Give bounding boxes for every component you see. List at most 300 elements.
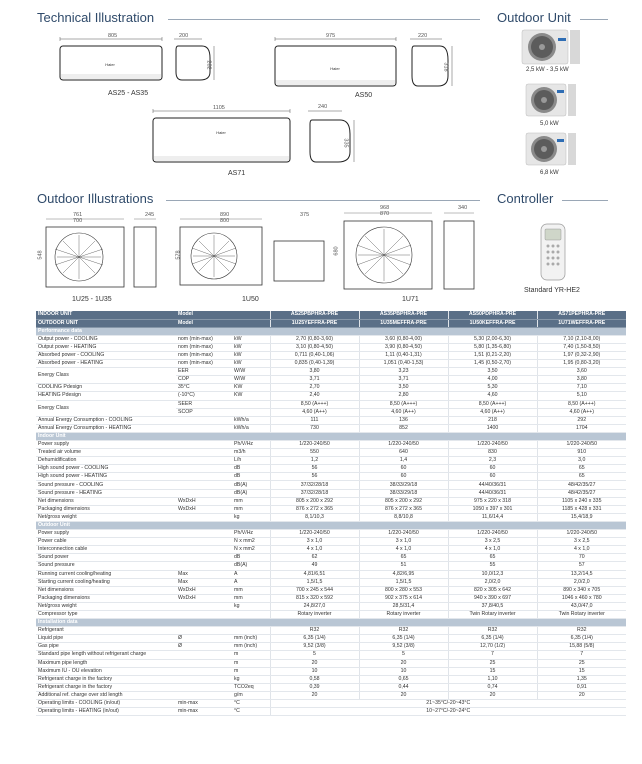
value-cell: 4,60 [448,392,537,400]
table-row [36,659,626,667]
unit-cell: g/m [232,691,270,699]
value-cell: 55 [448,562,537,570]
value-cell: 8,50 (A+++) [448,400,537,408]
value-cell: 805 x 200 x 292 [270,497,359,505]
parameter-label: Sound pressure - COOLING [36,481,176,489]
table-row [36,627,626,635]
unit-cell: Ph/V/Hz [232,530,270,538]
condition-cell: min-max [176,708,232,716]
unit-cell: mm [232,586,270,594]
value-cell: 2,0/2,0 [537,578,626,586]
value-cell: 3,50 [448,368,537,376]
dimension-label: 890 [220,212,230,218]
outdoor-unit-label: 1U25 - 1U35 [72,296,112,303]
value-cell: 3,80 [537,376,626,384]
value-cell: 65 [537,473,626,481]
condition-cell [176,675,232,683]
parameter-label: Packaging dimensions [36,505,176,513]
condition-cell: Ø [176,635,232,643]
dimension-label: 968 [380,205,390,211]
value-cell: 700 x 245 x 544 [270,586,359,594]
table-section-header [36,432,626,440]
condition-cell: COP [176,376,232,384]
unit-cell: dB [232,465,270,473]
value-cell: 13,2/14,5 [537,570,626,578]
section-divider [580,19,608,20]
condition-cell [176,659,232,667]
value-cell: 975 x 220 x 318 [448,497,537,505]
value-cell: 4,82/6,95 [359,570,448,578]
value-cell: 852 [359,424,448,432]
condition-cell [176,610,232,618]
outdoor-unit-1u25-drawing [34,213,164,293]
value-cell: 15,88 (5/8) [537,643,626,651]
value-cell: 2,0/2,0 [448,578,537,586]
value-cell: 28,5/31,4 [359,602,448,610]
condition-cell: Ø [176,643,232,651]
section-header-label: Indoor Unit [36,432,626,440]
value-cell: 51 [359,562,448,570]
value-cell: 0,74 [448,683,537,691]
value-cell: 20 [448,691,537,699]
unit-cell: m3/h [232,449,270,457]
dimension-label: 805 [108,33,118,39]
table-row [36,513,626,521]
table-row [36,602,626,610]
section-divider [168,19,480,20]
value-cell: 1/220-240/50 [270,530,359,538]
value-cell: 3 x 1,0 [270,538,359,546]
value-cell: 25 [537,659,626,667]
parameter-label: Energy Class [36,368,176,384]
value-cell: 4,60 (A++) [359,408,448,416]
table-row [36,441,626,449]
parameter-label: Sound power [36,554,176,562]
unit-cell: m [232,659,270,667]
value-cell: 20 [270,691,359,699]
outdoor-unit-label: 1U50 [242,296,259,303]
value-cell: 730 [270,424,359,432]
unit-cell: mm [232,505,270,513]
unit-cell [232,408,270,416]
table-row [36,610,626,618]
value-cell: 7,10 [537,384,626,392]
table-header-row [36,311,626,319]
unit-cell: A [232,570,270,578]
value-cell: R32 [359,627,448,635]
value-cell: 1U71WEFFRA-PRE [537,319,626,327]
parameter-label: Sound pressure [36,562,176,570]
value-cell: 15 [448,667,537,675]
parameter-label: Maximum pipe length [36,659,176,667]
value-cell: 20 [359,659,448,667]
value-cell: 4 x 1,0 [270,546,359,554]
value-cell: 1,45 (0,50-2,70) [448,360,537,368]
table-row [36,335,626,343]
brand-logo: Haier [330,66,340,71]
table-row [36,683,626,691]
indoor-unit-label: AS25 - AS35 [108,90,149,97]
unit-cell: kWh/a [232,424,270,432]
unit-cell: KW [232,392,270,400]
value-cell: 21~35°C/-20~43°C [270,700,626,708]
condition-cell: (-10°C) [176,392,232,400]
table-section-header [36,619,626,627]
condition-cell [176,424,232,432]
unit-cell: TCO2eq [232,683,270,691]
unit-cell: mm [232,497,270,505]
brand-logo: Haier [216,130,226,135]
value-cell: 15 [537,667,626,675]
value-cell: 4,00 [448,376,537,384]
outdoor-unit-50-photo [526,84,576,118]
value-cell: 876 x 272 x 365 [270,505,359,513]
value-cell: 2,80 [359,392,448,400]
value-cell: 20 [270,659,359,667]
table-row [36,400,626,408]
dimension-label: 282 [205,60,212,70]
dimension-label: 975 [326,33,336,39]
section-divider [166,200,480,201]
dimension-label: 340 [458,205,468,211]
value-cell: AS50PDPHRA-PRE [448,311,537,319]
parameter-label: INDOOR UNIT [36,311,176,319]
table-row [36,497,626,505]
dimension-label: 548 [37,250,44,260]
unit-cell: kW [232,360,270,368]
parameter-label: Maximum IU - OU elevation [36,667,176,675]
unit-cell: dB(A) [232,489,270,497]
value-cell: 44/40/36/31 [448,489,537,497]
value-cell: 4 x 1,0 [448,546,537,554]
indoor-unit-as71-drawing [150,108,300,168]
value-cell: 1,051 (0,40-1,53) [359,360,448,368]
condition-cell: SEER [176,400,232,408]
dimension-label: 870 [380,211,390,217]
parameter-label: Liquid pipe [36,635,176,643]
parameter-label: Additional ref. charge over std length [36,691,176,699]
value-cell: 1/220-240/50 [359,530,448,538]
dimension-label: 1105 [213,105,225,111]
value-cell: 65 [359,554,448,562]
parameter-label: Starting current cooling/heating [36,578,176,586]
table-row [36,708,626,716]
condition-cell: WxDxH [176,594,232,602]
value-cell: 38/33/29/18 [359,489,448,497]
condition-cell [176,683,232,691]
value-cell: 876 x 272 x 365 [359,505,448,513]
dimension-label: 761 [73,212,83,218]
table-row [36,368,626,376]
value-cell: 910 [537,449,626,457]
table-row [36,530,626,538]
value-cell: 37,8/40,5 [448,602,537,610]
condition-cell [176,465,232,473]
unit-cell: kW [232,335,270,343]
condition-cell: WxDxH [176,505,232,513]
section-title-technical-illustration: Technical Illustration [37,10,155,25]
value-cell: 10 [270,667,359,675]
table-row [36,667,626,675]
table-header-row [36,319,626,327]
value-cell: 3,0 [537,457,626,465]
table-row [36,554,626,562]
dimension-label: 220 [418,33,428,39]
value-cell: 3 x 1,0 [359,538,448,546]
value-cell: 15,4/18,9 [537,513,626,521]
unit-cell: mm (inch) [232,643,270,651]
parameter-label: Compressor type [36,610,176,618]
parameter-label: Net dimensions [36,586,176,594]
table-row [36,489,626,497]
value-cell: 1,4 [359,457,448,465]
value-cell: 5 [359,651,448,659]
value-cell: 1U25YEFFRA-PRE [270,319,359,327]
condition-cell [176,627,232,635]
value-cell: 20 [537,691,626,699]
table-row [36,351,626,359]
value-cell: 1105 x 240 x 335 [537,497,626,505]
value-cell: Rotary inverter [270,610,359,618]
dimension-label: 700 [73,218,83,224]
parameter-label: Refrigerant [36,627,176,635]
unit-cell: KW [232,384,270,392]
value-cell: 8,50 (A+++) [537,400,626,408]
unit-cell: kg [232,513,270,521]
value-cell: 3,50 [359,384,448,392]
value-cell: 20 [359,691,448,699]
value-cell: 815 x 320 x 592 [270,594,359,602]
unit-cell: N x mm2 [232,538,270,546]
value-cell: 1/220-240/50 [537,441,626,449]
dimension-label: 800 [220,218,230,224]
table-section-header [36,327,626,335]
indoor-unit-as71-side-drawing [306,108,362,168]
value-cell: 5,30 (2,00-6,30) [448,335,537,343]
value-cell: 1185 x 428 x 331 [537,505,626,513]
parameter-label: Refrigerant charge in the factory [36,683,176,691]
value-cell: 8,8/10,8 [359,513,448,521]
value-cell: 1U50KEFFRA-PRE [448,319,537,327]
value-cell: 57 [537,562,626,570]
value-cell: 60 [359,465,448,473]
outdoor-unit-label: 6,8 kW [540,170,559,176]
outdoor-unit-label: 2,5 kW - 3,5 kW [526,67,569,73]
unit-cell: W/W [232,368,270,376]
unit-cell [232,311,270,319]
value-cell: 9,52 (3/8) [359,643,448,651]
value-cell: 2,70 (0,80-3,60) [270,335,359,343]
value-cell: 292 [537,416,626,424]
indoor-unit-label: AS50 [355,92,373,99]
value-cell: 7,40 (1,50-8,50) [537,343,626,351]
value-cell: 3,60 (0,80-4,00) [359,335,448,343]
unit-cell: W/W [232,376,270,384]
outdoor-unit-label: 1U71 [402,296,419,303]
value-cell: 56 [270,465,359,473]
value-cell: 4,81/6,51 [270,570,359,578]
parameter-label: COOLING Pdesign [36,384,176,392]
parameter-label: Net dimensions [36,497,176,505]
value-cell: 1,11 (0,40-1,31) [359,351,448,359]
parameter-label: Operating limits - HEATING (in/out) [36,708,176,716]
value-cell: 890 x 340 x 705 [537,586,626,594]
unit-cell [232,319,270,327]
table-row [36,481,626,489]
condition-cell: Max [176,578,232,586]
indoor-unit-as25-drawing [58,36,168,86]
value-cell: 3,71 [359,376,448,384]
condition-cell: Model [176,311,232,319]
parameter-label: Net/gross weight [36,602,176,610]
value-cell: 4,60 (A++) [448,408,537,416]
table-row [36,505,626,513]
unit-cell: kW [232,343,270,351]
value-cell: 4,60 (A++) [537,408,626,416]
value-cell: 3,60 [537,368,626,376]
dimension-label: 200 [179,33,189,39]
indoor-unit-label: AS71 [228,170,246,177]
table-row [36,546,626,554]
unit-cell: dB [232,554,270,562]
unit-cell: Ph/V/Hz [232,441,270,449]
value-cell: 24,8/27,0 [270,602,359,610]
value-cell: 1,5/1,5 [359,578,448,586]
value-cell: 70 [537,554,626,562]
outdoor-unit-25-photo [522,30,582,64]
table-row [36,465,626,473]
value-cell: 1,35 [537,675,626,683]
value-cell: 1U35MEFFRA-PRE [359,319,448,327]
value-cell: 4,60 (A++) [270,408,359,416]
value-cell: 3 x 2,5 [448,538,537,546]
parameter-label: Power cable [36,538,176,546]
value-cell: 1/220-240/50 [448,441,537,449]
unit-cell: kW [232,351,270,359]
condition-cell [176,651,232,659]
value-cell: AS71PEPHRA-PRE [537,311,626,319]
value-cell: 1,10 [448,675,537,683]
parameter-label: Output power - COOLING [36,335,176,343]
section-title-outdoor-illustrations: Outdoor Illustrations [37,191,154,206]
condition-cell [176,457,232,465]
value-cell: 1046 x 460 x 780 [537,594,626,602]
table-row [36,538,626,546]
value-cell: 1/220-240/50 [537,530,626,538]
parameter-label: Annual Energy Consumption - HEATING [36,424,176,432]
value-cell: 0,44 [359,683,448,691]
value-cell: 3 x 2,5 [537,538,626,546]
value-cell: 49 [270,562,359,570]
value-cell: 7 [537,651,626,659]
table-row [36,691,626,699]
parameter-label: Net/gross weight [36,513,176,521]
condition-cell: nom (min-max) [176,343,232,351]
condition-cell [176,602,232,610]
value-cell: 5 [270,651,359,659]
table-row [36,457,626,465]
table-row [36,360,626,368]
value-cell: 1/220-240/50 [359,441,448,449]
table-row [36,343,626,351]
dimension-label: 680 [333,246,340,256]
value-cell: 4 x 1,0 [359,546,448,554]
value-cell: 0,65 [359,675,448,683]
unit-cell: L/h [232,457,270,465]
value-cell: 111 [270,416,359,424]
value-cell: 3,10 (0,80-4,50) [270,343,359,351]
condition-cell [176,538,232,546]
table-row [36,586,626,594]
table-row [36,562,626,570]
table-row [36,384,626,392]
unit-cell: kWh/a [232,416,270,424]
value-cell: 38/33/29/18 [359,481,448,489]
value-cell: 0,711 (0,40-1,06) [270,351,359,359]
condition-cell [176,554,232,562]
value-cell: 3,90 (0,80-4,50) [359,343,448,351]
value-cell: 1,95 (0,80-3,20) [537,360,626,368]
condition-cell [176,416,232,424]
dimension-label: 245 [145,212,155,218]
unit-cell [232,400,270,408]
parameter-label: High sound power - COOLING [36,465,176,473]
condition-cell: SCOP [176,408,232,416]
value-cell: 0,835 (0,40-1,39) [270,360,359,368]
table-row [36,675,626,683]
value-cell: 3,23 [359,368,448,376]
value-cell: 48/42/35/27 [537,481,626,489]
unit-cell: kg [232,602,270,610]
value-cell: AS25PBPHRA-PRE [270,311,359,319]
value-cell: 640 [359,449,448,457]
unit-cell: m [232,651,270,659]
table-row [36,594,626,602]
parameter-label: Treated air volume [36,449,176,457]
table-row [36,700,626,708]
unit-cell: dB(A) [232,562,270,570]
value-cell: 550 [270,449,359,457]
outdoor-unit-label: 5,0 kW [540,121,559,127]
value-cell: 1,51 (0,21-2,20) [448,351,537,359]
value-cell: 805 x 200 x 292 [359,497,448,505]
parameter-label: OUTDOOR UNIT [36,319,176,327]
value-cell: 0,58 [270,675,359,683]
parameter-label: Power supply [36,441,176,449]
condition-cell: WxDxH [176,497,232,505]
table-row [36,392,626,400]
value-cell: 3,71 [270,376,359,384]
value-cell: 65 [448,554,537,562]
value-cell: 1704 [537,424,626,432]
value-cell: 1/220-240/50 [270,441,359,449]
indoor-unit-as50-drawing [272,36,402,91]
value-cell: 43,0/47,0 [537,602,626,610]
unit-cell [232,610,270,618]
section-divider [562,200,608,201]
value-cell: 136 [359,416,448,424]
unit-cell: °C [232,700,270,708]
condition-cell: Model [176,319,232,327]
condition-cell [176,473,232,481]
value-cell: 1400 [448,424,537,432]
table-row [36,635,626,643]
dimension-label: 240 [318,104,328,110]
value-cell: 800 x 280 x 553 [359,586,448,594]
unit-cell [232,627,270,635]
parameter-label: Gas pipe [36,643,176,651]
value-cell: 6,35 (1/4) [537,635,626,643]
